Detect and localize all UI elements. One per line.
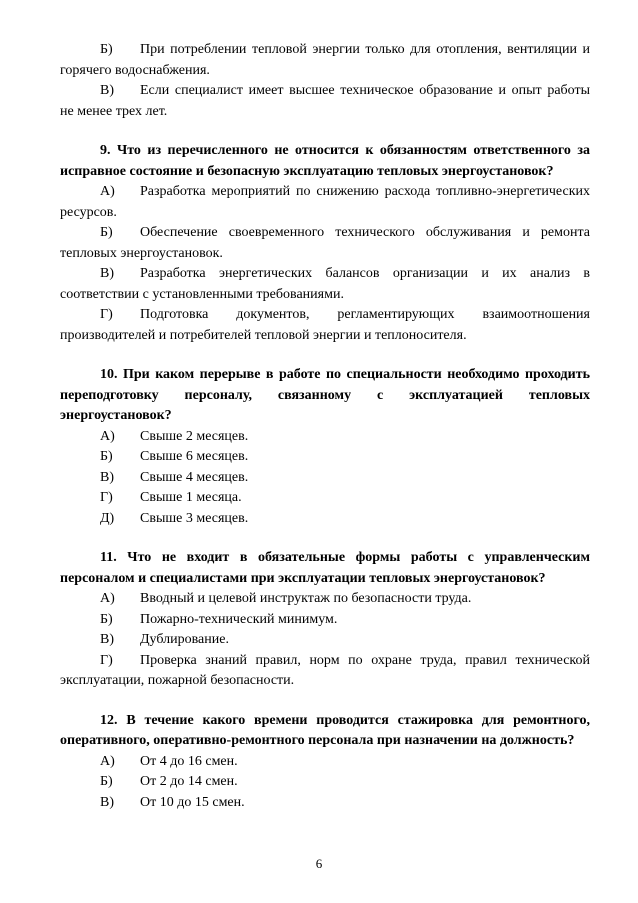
question-11: 11. Что не входит в обязательные формы работы с управленческим персоналом и специалистами при эксплуатации тепловых энергоустановок? bbox=[60, 550, 590, 586]
question-9: 9. Что из перечисленного не относится к обязанностям ответственного за исправное состояние и безопасную эксплуатацию тепловых энергоустановок? bbox=[60, 143, 590, 179]
question-10: 10. При каком перерыве в работе по специальности необходимо проходить переподготовку персоналу, связанному с эксплуатацией тепловых энергоустановок? bbox=[60, 367, 590, 423]
answer-option: В) Дублирование. bbox=[100, 632, 229, 647]
answer-option: Г) Подготовка документов, регламентирующих взаимоотношения производителей и потребителей тепловой энергии и теплоносителя. bbox=[60, 307, 590, 343]
answer-option: В) Разработка энергетических балансов организации и их анализ в соответствии с установленными требованиями. bbox=[60, 266, 590, 302]
question-12: 12. В течение какого времени проводится стажировка для ремонтного, оперативного, оперативно-ремонтного персонала при назначении на должность? bbox=[60, 712, 590, 748]
answer-option: Г) Проверка знаний правил, норм по охране труда, правил технической эксплуатации, пожарной безопасности. bbox=[60, 652, 590, 688]
answer-option: А) Вводный и целевой инструктаж по безопасности труда. bbox=[100, 591, 472, 606]
answer-option: В) Свыше 4 месяцев. bbox=[100, 469, 249, 485]
answer-option: А) Свыше 2 месяцев. bbox=[100, 428, 249, 444]
answer-option: Д) Свыше 3 месяцев. bbox=[100, 510, 249, 526]
document-page bbox=[60, 40, 590, 813]
answer-option: А) От 4 до 16 смен. bbox=[100, 753, 238, 769]
answer-option: Б) При потреблении тепловой энергии только для отопления, вентиляции и горячего водоснабжения. bbox=[60, 42, 590, 78]
page-number: 6 bbox=[315, 856, 323, 871]
answer-option: А) Разработка мероприятий по снижению расхода топливно-энергетических ресурсов. bbox=[60, 184, 590, 220]
answer-option: В) От 10 до 15 смен. bbox=[100, 794, 245, 810]
answer-option: Б) От 2 до 14 смен. bbox=[100, 774, 238, 789]
answer-option: Б) Свыше 6 месяцев. bbox=[100, 449, 249, 464]
answer-option: В) Если специалист имеет высшее техническое образование и опыт работы не менее трех лет. bbox=[60, 83, 590, 119]
answer-option: Г) Свыше 1 месяца. bbox=[100, 490, 242, 505]
answer-option: Б) Пожарно-технический минимум. bbox=[100, 611, 338, 627]
answer-option: Б) Обеспечение своевременного технического обслуживания и ремонта тепловых энергоустановок. bbox=[60, 225, 590, 261]
